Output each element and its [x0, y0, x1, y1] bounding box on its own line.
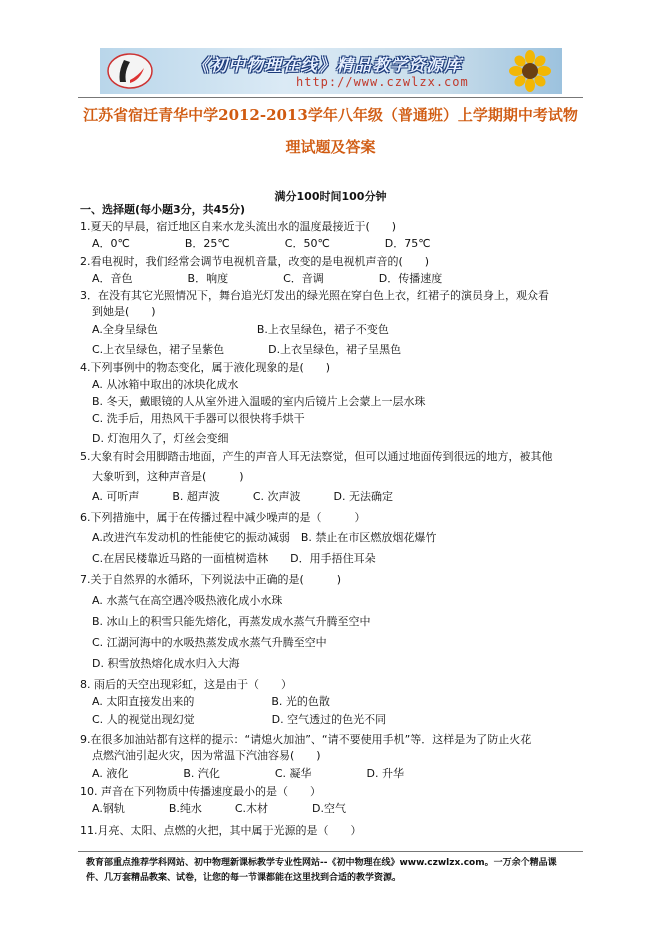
question-line: 大象听到，这种声音是( ) — [92, 470, 244, 483]
question-line: 4.下列事例中的物态变化，属于液化现象的是( ) — [80, 361, 331, 374]
question-line: D. 灯泡用久了，灯丝会变细 — [92, 432, 229, 445]
question-line: A. 太阳直接发出来的 B. 光的色散 — [92, 695, 330, 708]
footer-line: 教育部重点推荐学科网站、初中物理新课标教学专业性网站--《初中物理在线》www.czwlzx.com。一万余个精品课 — [86, 858, 557, 868]
question-line: A.全身呈绿色 B.上衣呈绿色，裙子不变色 — [92, 323, 389, 336]
header-divider — [78, 97, 583, 98]
question-line: 9.在很多加油站都有这样的提示：“请熄火加油”、“请不要使用手机”等．这样是为了防止火花 — [80, 733, 532, 746]
question-line: C.在居民楼靠近马路的一面植树造林 D．用手捂住耳朵 — [92, 552, 376, 565]
footer-divider — [78, 851, 583, 852]
question-line: A．音色 B．响度 C．音调 D．传播速度 — [92, 272, 443, 285]
question-line: 一、选择题(每小题3分，共45分) — [80, 203, 246, 216]
question-line: C.上衣呈绿色，裙子呈紫色 D.上衣呈绿色，裙子呈黑色 — [92, 343, 402, 356]
question-line: 3．在没有其它光照情况下，舞台追光灯发出的绿光照在穿白色上衣，红裙子的演员身上，观众看 — [80, 289, 549, 302]
question-line: 8. 雨后的天空出现彩虹，这是由于（ ） — [80, 678, 292, 691]
footer-line: 件、几万套精品教案、试卷，让您的每一节课都能在这里找到合适的教学资源。 — [86, 873, 402, 883]
banner-url[interactable]: http://www.czwlzx.com — [296, 75, 469, 89]
question-line: A. 水蒸气在高空遇冷吸热液化成小水珠 — [92, 594, 283, 607]
question-line: 到她是( ) — [92, 305, 156, 318]
question-line: 11.月亮、太阳、点燃的火把，其中属于光源的是（ ） — [80, 824, 362, 837]
question-line: A. 液化 B. 汽化 C. 凝华 D. 升华 — [92, 767, 404, 780]
question-line: C. 江湖河海中的水吸热蒸发成水蒸气升腾至空中 — [92, 636, 327, 649]
footer — [86, 856, 586, 886]
banner-title: 《初中物理在线》精品教学资源库 — [192, 56, 462, 76]
question-line: D. 积雪放热熔化成水归入大海 — [92, 657, 240, 670]
question-line: A.改进汽车发动机的性能使它的振动减弱 B. 禁止在市区燃放烟花爆竹 — [92, 531, 437, 544]
question-line: C. 人的视觉出现幻觉 D. 空气透过的色光不同 — [92, 713, 387, 726]
question-line: 7.关于自然界的水循环，下列说法中正确的是( ) — [80, 573, 342, 586]
question-line: C. 洗手后，用热风干手器可以很快将手烘干 — [92, 412, 305, 425]
site-logo-icon — [106, 52, 154, 90]
question-line: A. 从冰箱中取出的冰块化成水 — [92, 378, 239, 391]
question-line: 1.夏天的早晨，宿迁地区自来水龙头流出水的温度最接近于( ) — [80, 220, 397, 233]
question-line: 点燃汽油引起火灾，因为常温下汽油容易( ) — [92, 749, 321, 762]
question-line: A.钢轨 B.纯水 C.木材 D.空气 — [92, 802, 347, 815]
question-line: A. 可听声 B. 超声波 C. 次声波 D. 无法确定 — [92, 490, 393, 503]
header-banner — [100, 48, 562, 94]
question-line: 10. 声音在下列物质中传播速度最小的是（ ） — [80, 785, 321, 798]
question-line: 2.看电视时，我们经常会调节电视机音量，改变的是电视机声音的( ) — [80, 255, 430, 268]
question-line: B. 冬天，戴眼镜的人从室外进入温暖的室内后镜片上会蒙上一层水珠 — [92, 395, 426, 408]
question-line: 6.下列措施中，属于在传播过程中减少噪声的是（ ） — [80, 511, 366, 524]
exam-info: 满分100时间100分钟 — [274, 190, 387, 203]
page-title-continued: 理试题及答案 — [285, 138, 376, 156]
question-line: B. 冰山上的积雪只能先熔化，再蒸发成水蒸气升腾至空中 — [92, 615, 371, 628]
page-title: 江苏省宿迁青华中学2012-2013学年八年级（普通班）上学期期中考试物 — [83, 106, 578, 124]
sunflower-icon — [508, 50, 552, 92]
question-line: A．0℃ B．25℃ C．50℃ D．75℃ — [92, 237, 431, 250]
question-line: 5.大象有时会用脚踏击地面，产生的声音人耳无法察觉，但可以通过地面传到很远的地方，被其他 — [80, 450, 553, 463]
